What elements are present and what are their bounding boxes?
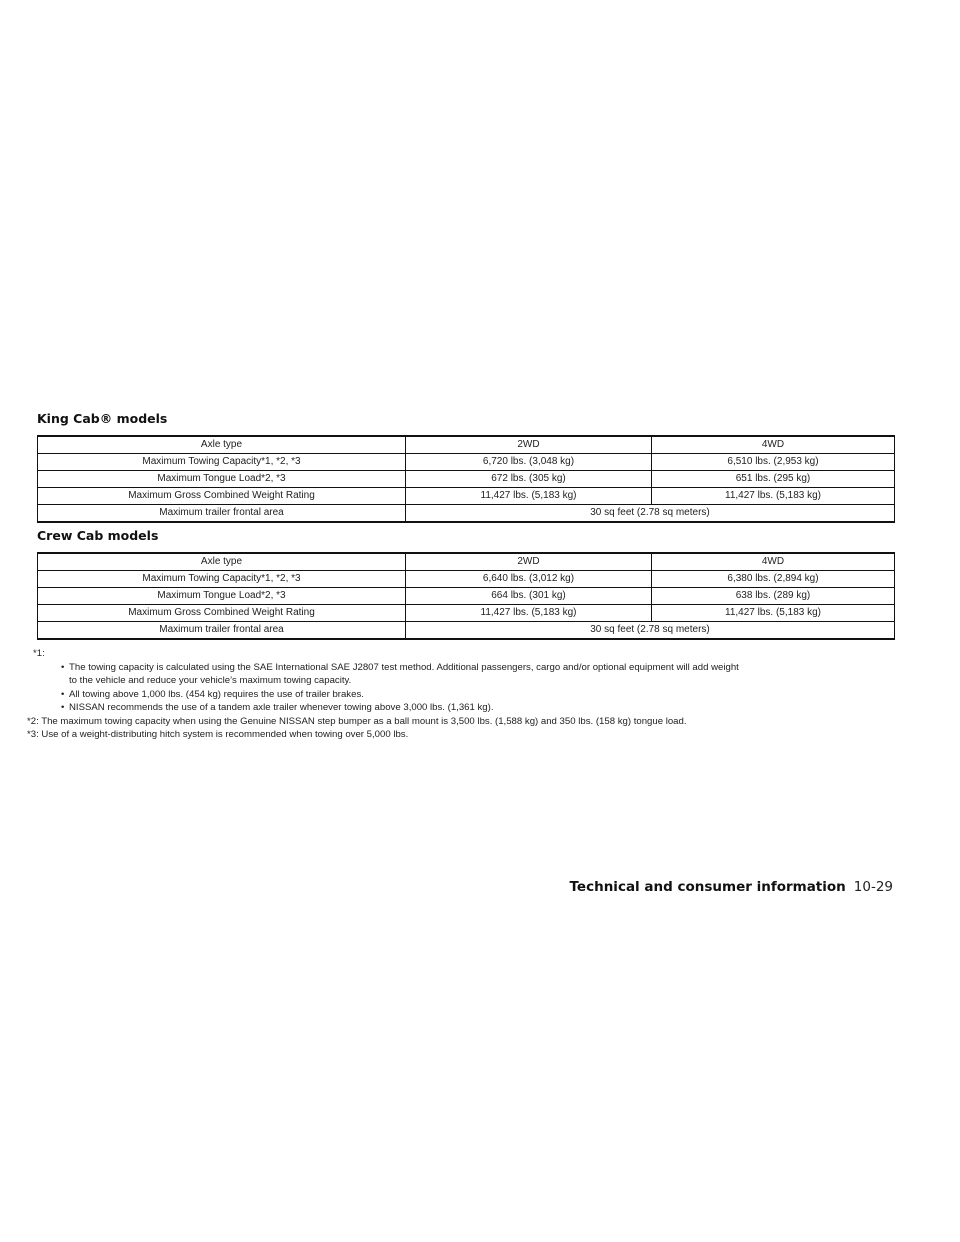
- footnote-bullet-text: The towing capacity is calculated using the SAE International SAE J2807 test method. Additional passengers, cargo and/or optional equipment will add weight: [69, 661, 739, 673]
- table-cell: Maximum Towing Capacity*1, *2, *3: [38, 454, 406, 471]
- table-cell: 638 lbs. (289 kg): [652, 588, 895, 605]
- table-row: [38, 571, 895, 588]
- table-row: [38, 471, 895, 488]
- footnote-bullet-text: All towing above 1,000 lbs. (454 kg) requires the use of trailer brakes.: [69, 688, 364, 700]
- table-row: [38, 436, 895, 454]
- footnote-3: *3: Use of a weight-distributing hitch system is recommended when towing over 5,000 lbs.: [27, 729, 409, 740]
- table-cell: 651 lbs. (295 kg): [652, 471, 895, 488]
- table-row: [38, 488, 895, 505]
- table-cell: 6,640 lbs. (3,012 kg): [406, 571, 652, 588]
- table-cell: Maximum Towing Capacity*1, *2, *3: [38, 571, 406, 588]
- bullet-dot: •: [61, 688, 65, 700]
- table-row: [38, 505, 895, 523]
- table-cell-merged: 30 sq feet (2.78 sq meters): [406, 622, 895, 640]
- table-cell: 4WD: [652, 553, 895, 571]
- table-cell: Maximum Gross Combined Weight Rating: [38, 605, 406, 622]
- table-cell: 6,720 lbs. (3,048 kg): [406, 454, 652, 471]
- footnote-bullet-continuation: to the vehicle and reduce your vehicle’s maximum towing capacity.: [69, 675, 352, 686]
- footnotes: [27, 647, 907, 742]
- table-cell: Axle type: [38, 436, 406, 454]
- table-row: [38, 454, 895, 471]
- table-cell: Axle type: [38, 553, 406, 571]
- table-cell: 4WD: [652, 436, 895, 454]
- chapter-title: Technical and consumer information: [569, 879, 846, 895]
- crew-cab-spec-table: [37, 552, 895, 640]
- table-cell: 11,427 lbs. (5,183 kg): [406, 605, 652, 622]
- bullet-dot: •: [61, 702, 65, 713]
- footnote-bullet-text: NISSAN recommends the use of a tandem axle trailer whenever towing above 3,000 lbs. (1,361 kg).: [69, 702, 494, 713]
- table-cell: 11,427 lbs. (5,183 kg): [652, 605, 895, 622]
- table-row: [38, 553, 895, 571]
- table-row: [38, 622, 895, 640]
- table-cell: Maximum Gross Combined Weight Rating: [38, 488, 406, 505]
- table-cell: Maximum Tongue Load*2, *3: [38, 588, 406, 605]
- crew-cab-title: Crew Cab models: [37, 528, 159, 543]
- table-cell: 2WD: [406, 553, 652, 571]
- king-cab-spec-table: [37, 435, 895, 523]
- bullet-dot: •: [61, 661, 65, 673]
- table-cell: 6,510 lbs. (2,953 kg): [652, 454, 895, 471]
- table-cell: 672 lbs. (305 kg): [406, 471, 652, 488]
- king-cab-title: King Cab® models: [37, 411, 168, 426]
- footnote-1-marker: *1:: [33, 648, 45, 659]
- table-cell: 6,380 lbs. (2,894 kg): [652, 571, 895, 588]
- footnote-bullet: [27, 661, 907, 675]
- page-footer: [570, 876, 893, 895]
- table-cell: Maximum trailer frontal area: [38, 505, 406, 523]
- table-cell: 2WD: [406, 436, 652, 454]
- page-number: 10-29: [853, 879, 893, 895]
- table-cell: Maximum Tongue Load*2, *3: [38, 471, 406, 488]
- table-row: [38, 588, 895, 605]
- footnote-bullet: [27, 701, 907, 715]
- table-cell: Maximum trailer frontal area: [38, 622, 406, 640]
- table-cell: 11,427 lbs. (5,183 kg): [406, 488, 652, 505]
- footnote-bullet: [27, 688, 907, 702]
- table-row: [38, 605, 895, 622]
- table-cell-merged: 30 sq feet (2.78 sq meters): [406, 505, 895, 523]
- footnote-2: *2: The maximum towing capacity when using the Genuine NISSAN step bumper as a ball mount is 3,500 lbs. (1,588 kg) and 350 lbs. (158 kg) tongue load.: [27, 715, 687, 727]
- table-cell: 664 lbs. (301 kg): [406, 588, 652, 605]
- table-cell: 11,427 lbs. (5,183 kg): [652, 488, 895, 505]
